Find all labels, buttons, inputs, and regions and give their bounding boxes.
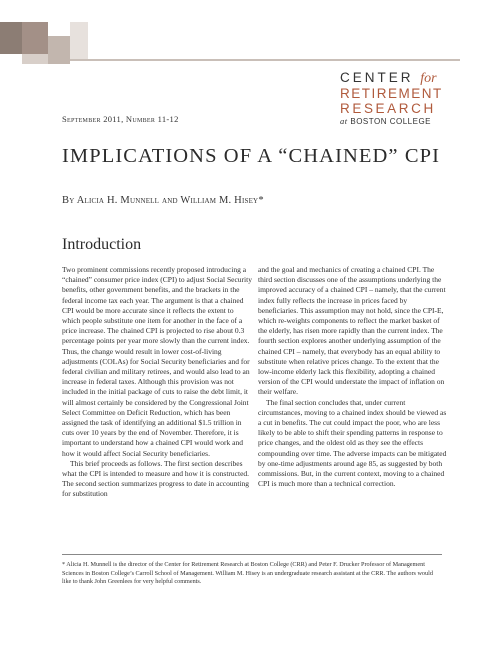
brand-square-3	[48, 36, 70, 64]
author-footnote: * Alicia H. Munnell is the director of the Center for Retirement Research at Boston College (CRR) and Peter F. Drucker Professor of Management Sciences in Boston College’s Carroll School of Management. William M. Hisey is an undergraduate research assistant at the CRR. The authors would like to thank John Greenlees for very helpful comments.	[62, 561, 433, 586]
logo-line-retirement: RETIREMENT	[340, 86, 443, 101]
section-heading-introduction: Introduction	[62, 236, 142, 253]
body-column-right	[258, 265, 448, 489]
logo-line-college: at BOSTON COLLEGE	[340, 116, 432, 126]
body-paragraph: and the goal and mechanics of creating a chained CPI. The third section discusses one of the assumptions underlying the improved accuracy of a chained CPI – namely, that the current index fully reflects the increase in prices faced by beneficiaries. This assumption may not hold, since the CPI-E, which re-weights components to reflect the market basket of the elderly, has risen more rapidly than the current index. The fourth section explores another underlying assumption of the chained CPI – namely, that everybody has an equal ability to substitute when relative prices change. To the extent that the low-income elderly lack this flexibility, adopting a chained version of the CPI would understate the impact of inflation on their welfare.	[258, 265, 446, 397]
issue-date: September 2011, Number 11-12	[62, 114, 179, 124]
header-rule	[70, 59, 460, 61]
brand-square-2	[22, 22, 48, 54]
logo-line-research: RESEARCH	[340, 101, 436, 116]
brand-square-1	[0, 22, 22, 54]
authors-line: By Alicia H. Munnell and William M. Hisey*	[62, 195, 264, 206]
footnote-rule	[62, 554, 442, 555]
brand-square-4	[22, 54, 48, 64]
brand-square-5	[70, 22, 88, 59]
body-paragraph: Two prominent commissions recently proposed introducing a “chained” consumer price index (CPI) to adjust Social Security benefits, other government benefits, and the brackets in the federal income tax each year. The argument is that a chained CPI would be more accurate since it reflects the extent to which people substitute one item for another in the face of a price increase. The chained CPI is projected to rise about 0.3 percentage points per year more slowly than the current index. Thus, the change would result in lower cost-of-living adjustments (COLAs) for Social Security beneficiaries and for federal civilian and military retirees, and would also lead to an increase in federal taxes. Although this provision was not included in the initial package of cuts to raise the debt limit, it will almost certainly be considered by the Congressional Joint Select Committee on Deficit Reduction, which has been assigned the task of identifying an additional $1.5 trillion in cuts over 10 years by the end of November. Therefore, it is important to understand how a chained CPI would work and how it would affect Social Security beneficiaries.	[62, 265, 252, 458]
body-paragraph: The final section concludes that, under current circumstances, moving to a chained index should be viewed as a cut in benefits. The cut could impact the poor, who are less likely to be able to shift their spending patterns in response to price changes, and the oldest old as they see the effects compounding over time. The adverse impacts can be mitigated by one-time adjustments around age 85, as suggested by both commissions. But, in the current context, moving to a chained CPI is much more than a technical correction.	[258, 397, 447, 489]
crr-logo	[340, 70, 458, 127]
body-column-left	[62, 265, 252, 500]
logo-line-center: CENTER for	[340, 70, 437, 86]
brief-title: IMPLICATIONS OF A “CHAINED” CPI	[62, 145, 441, 167]
body-paragraph: This brief proceeds as follows. The first section describes what the CPI is intended to measure and how it is constructed. The second section summarizes progress to date in accounting for substitution	[62, 458, 250, 499]
brand-squares	[0, 22, 150, 64]
